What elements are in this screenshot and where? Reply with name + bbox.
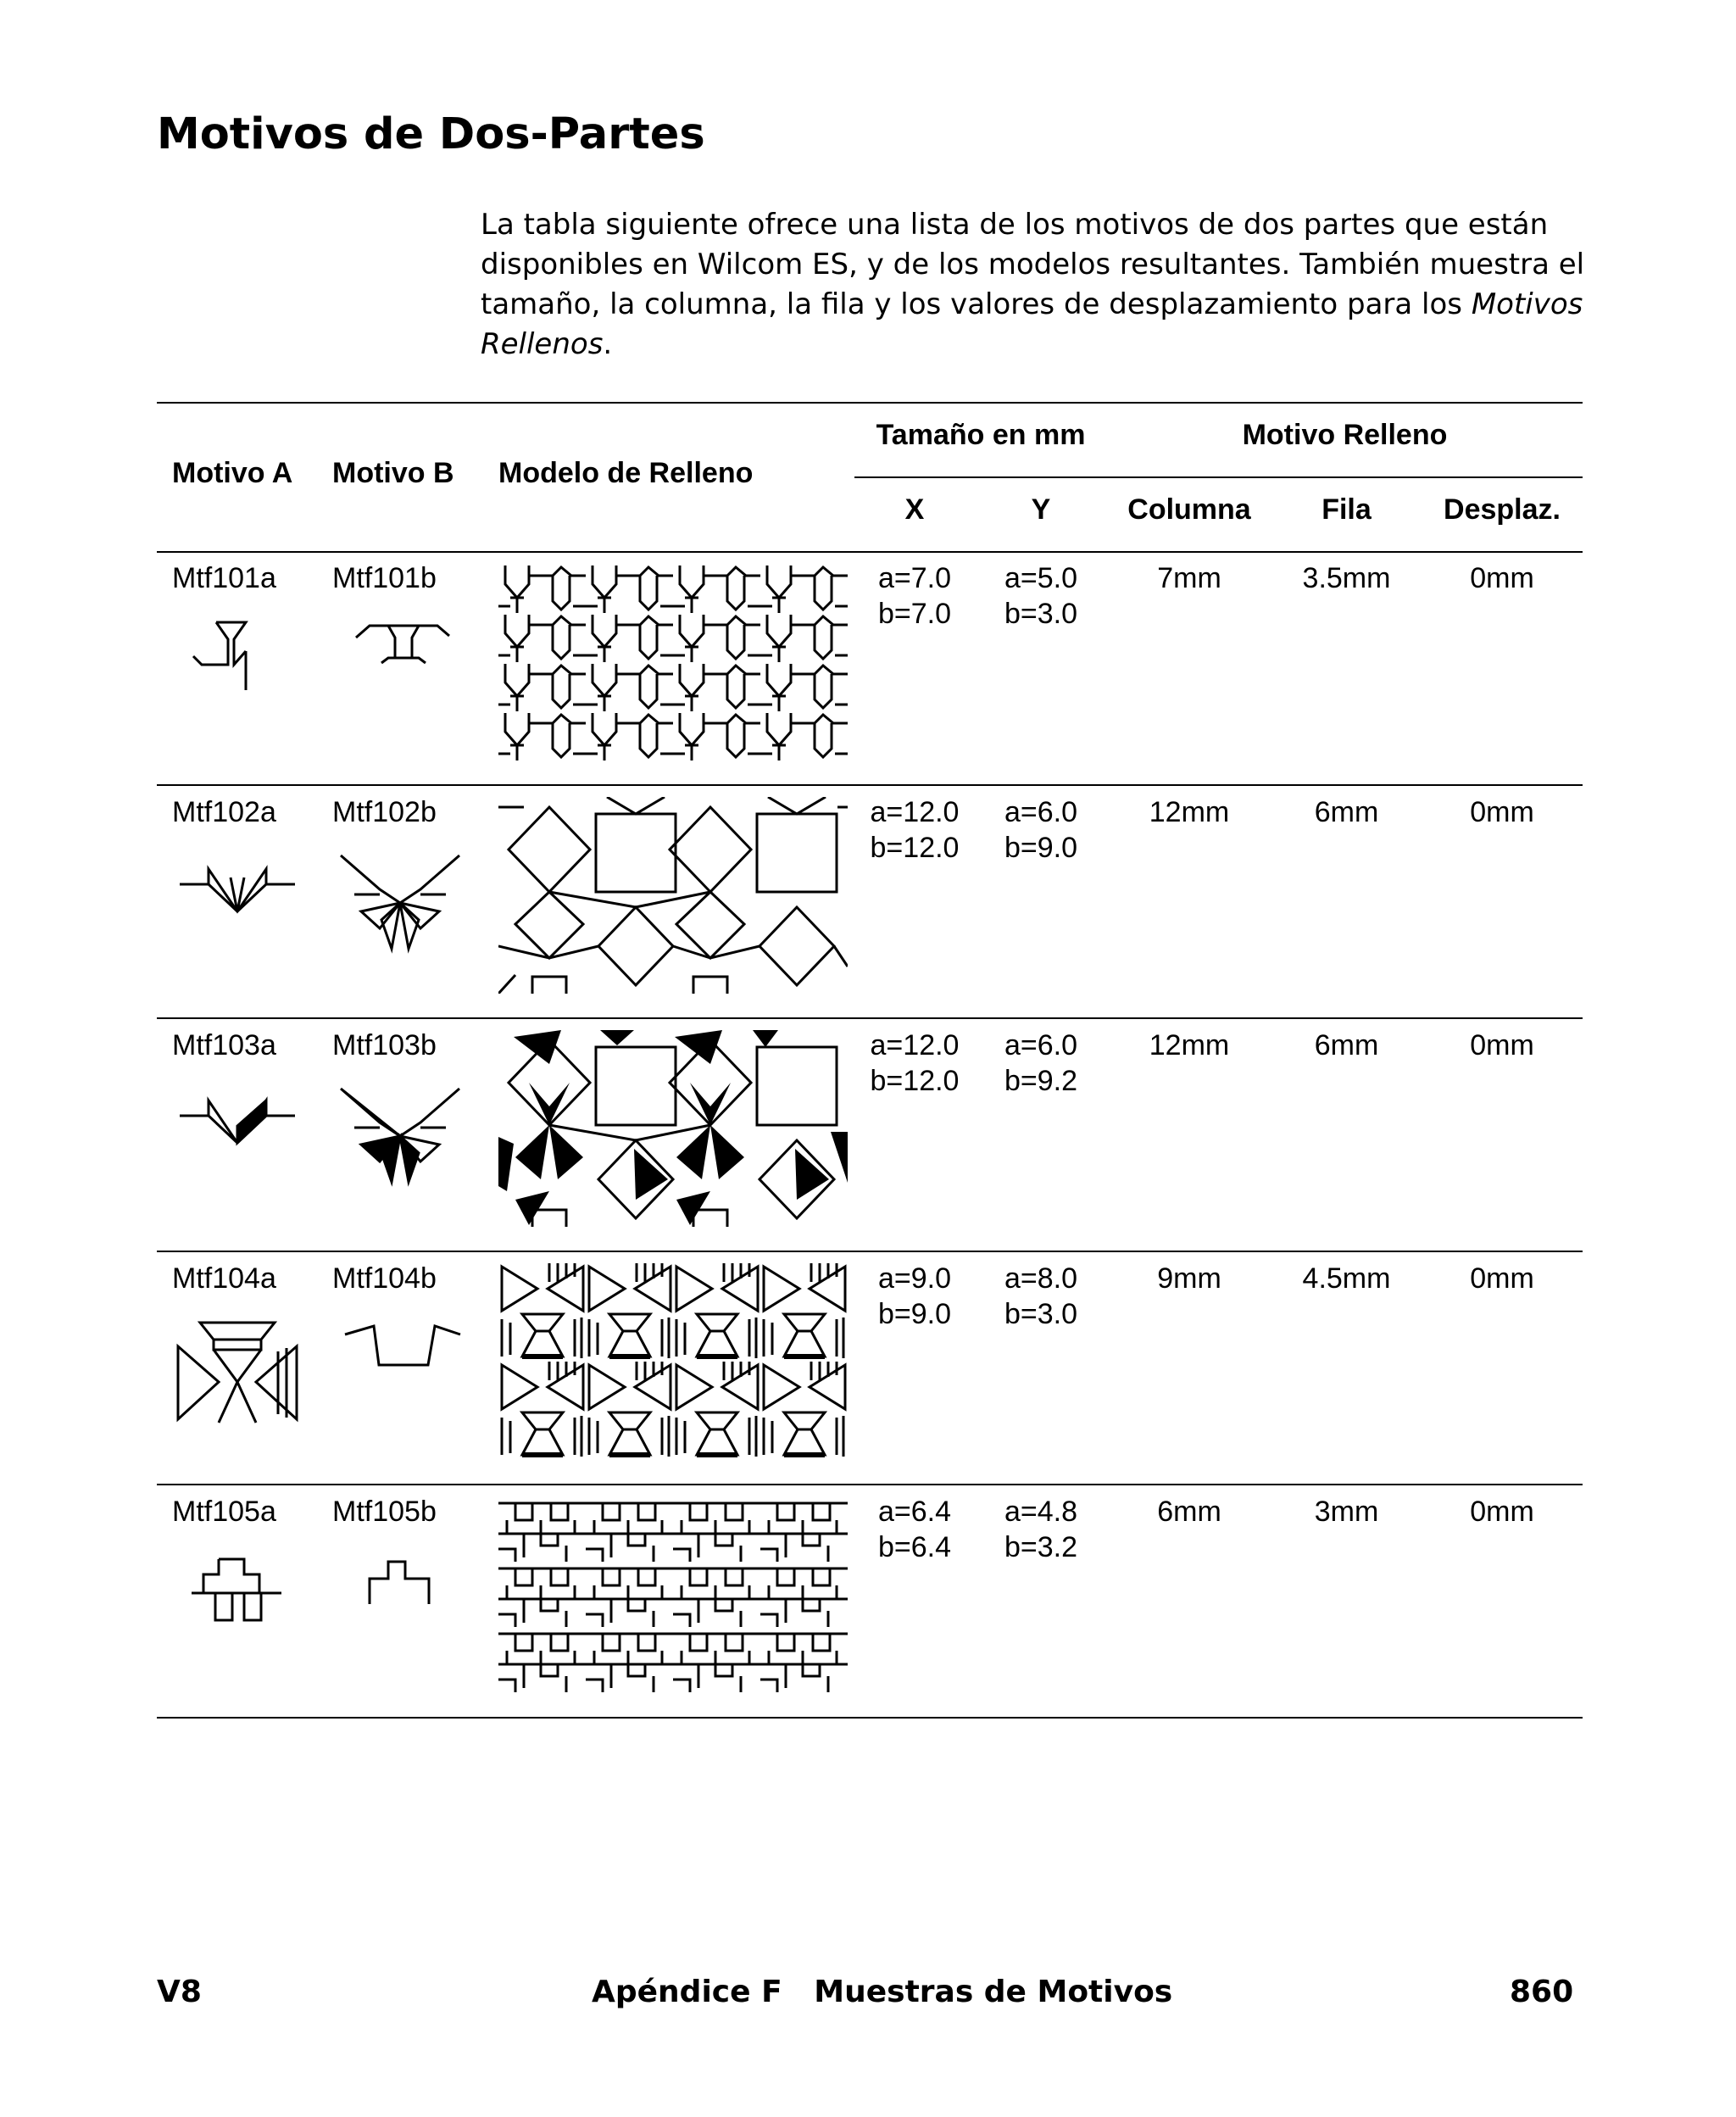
size-y-b: b=3.2 xyxy=(1004,1531,1078,1563)
header-motivo-b: Motivo B xyxy=(332,457,454,489)
fila-value: 4.5mm xyxy=(1302,1262,1391,1295)
size-x-a: a=9.0 xyxy=(877,1262,952,1295)
size-y xyxy=(975,1028,1107,1099)
header-y: Y xyxy=(1031,493,1051,526)
maltese-cross-motif-icon xyxy=(176,1321,298,1424)
size-y xyxy=(975,1261,1107,1332)
filled-star-motif-icon xyxy=(337,1085,463,1187)
size-x-a: a=12.0 xyxy=(870,796,960,828)
size-x xyxy=(854,1261,975,1332)
subheader-rule xyxy=(854,476,1583,478)
fila-value: 6mm xyxy=(1314,1029,1379,1061)
size-y-a: a=8.0 xyxy=(1004,1262,1078,1295)
fila-value: 3.5mm xyxy=(1302,562,1391,594)
row-rule xyxy=(157,1251,1583,1252)
columna-value: 12mm xyxy=(1149,796,1230,828)
columna-value: 7mm xyxy=(1157,562,1221,594)
size-x-a: a=7.0 xyxy=(877,562,952,594)
size-x-b: b=12.0 xyxy=(870,832,960,864)
desplaz-value: 0mm xyxy=(1470,1029,1534,1061)
size-y xyxy=(975,560,1107,632)
block-grid-fill-pattern xyxy=(498,1496,848,1693)
header-tamano: Tamaño en mm xyxy=(876,419,1086,451)
footer-version: V8 xyxy=(157,1975,202,2009)
motivo-a-name: Mtf104a xyxy=(172,1262,276,1295)
desplaz-value: 0mm xyxy=(1470,1262,1534,1295)
motivo-b-name: Mtf102b xyxy=(332,796,437,828)
step-line-motif-icon xyxy=(364,1557,441,1607)
size-y-a: a=6.0 xyxy=(1004,1029,1078,1061)
motivo-a-name: Mtf102a xyxy=(172,796,276,828)
desplaz-value: 0mm xyxy=(1470,562,1534,594)
header-bottom-rule xyxy=(157,551,1583,553)
step-block-motif-icon xyxy=(190,1556,283,1624)
size-x xyxy=(854,1494,975,1565)
size-x-b: b=9.0 xyxy=(877,1298,952,1330)
size-y-b: b=9.2 xyxy=(1004,1065,1078,1097)
desplaz-value: 0mm xyxy=(1470,1496,1534,1528)
table-top-rule xyxy=(157,402,1583,404)
size-y-b: b=3.0 xyxy=(1004,1298,1078,1330)
size-y xyxy=(975,1494,1107,1565)
size-x xyxy=(854,1028,975,1099)
intro-paragraph xyxy=(481,205,1600,365)
motivo-a-name: Mtf105a xyxy=(172,1496,276,1528)
trough-motif-icon xyxy=(343,1323,462,1373)
size-y-b: b=3.0 xyxy=(1004,598,1078,630)
columna-value: 9mm xyxy=(1157,1262,1221,1295)
size-x-a: a=6.4 xyxy=(877,1496,952,1528)
header-fila: Fila xyxy=(1321,493,1372,526)
star-motif-icon xyxy=(337,852,463,954)
intro-italic-term: Motivos Rellenos xyxy=(481,287,1583,361)
size-y-a: a=5.0 xyxy=(1004,562,1078,594)
header-columna: Columna xyxy=(1127,493,1251,526)
row-rule xyxy=(157,784,1583,786)
fila-value: 3mm xyxy=(1314,1496,1379,1528)
star-square-fill-pattern xyxy=(498,797,848,994)
footer-page-number: 860 xyxy=(1510,1975,1574,2009)
size-y-a: a=6.0 xyxy=(1004,796,1078,828)
size-x xyxy=(854,560,975,632)
footer-chapter: Apéndice F Muestras de Motivos xyxy=(592,1975,1173,2009)
goblet-motif-icon xyxy=(186,617,288,694)
intro-end: . xyxy=(603,327,613,361)
cross-fill-pattern xyxy=(498,1263,848,1460)
columna-value: 12mm xyxy=(1149,1029,1230,1061)
size-x-b: b=7.0 xyxy=(877,598,952,630)
columna-value: 6mm xyxy=(1157,1496,1221,1528)
header-modelo: Modelo de Relleno xyxy=(498,457,754,489)
fila-value: 6mm xyxy=(1314,796,1379,828)
page-title: Motivos de Dos-Partes xyxy=(157,109,705,159)
size-x xyxy=(854,794,975,866)
motivo-b-name: Mtf101b xyxy=(332,562,437,594)
goblet-fill-pattern xyxy=(498,564,848,760)
filled-leaf-pair-motif-icon xyxy=(178,1084,297,1151)
filled-star-fill-pattern xyxy=(498,1030,848,1227)
header-x: X xyxy=(904,493,925,526)
stem-motif-icon xyxy=(354,619,452,670)
motivo-a-name: Mtf101a xyxy=(172,562,276,594)
size-y-a: a=4.8 xyxy=(1004,1496,1078,1528)
motivo-b-name: Mtf104b xyxy=(332,1262,437,1295)
size-y xyxy=(975,794,1107,866)
motivo-a-name: Mtf103a xyxy=(172,1029,276,1061)
leaf-pair-motif-icon xyxy=(178,852,297,920)
header-desplaz: Desplaz. xyxy=(1444,493,1561,526)
header-motivo-relleno: Motivo Relleno xyxy=(1242,419,1448,451)
row-rule xyxy=(157,1017,1583,1019)
intro-text: La tabla siguiente ofrece una lista de los motivos de dos partes que están disponibles en Wilcom ES, y de los modelos resultantes. También muestra el tamaño, la columna, la fila y los valores de desplazamiento para los xyxy=(481,208,1585,321)
motivo-b-name: Mtf103b xyxy=(332,1029,437,1061)
table-bottom-rule xyxy=(157,1717,1583,1719)
size-y-b: b=9.0 xyxy=(1004,832,1078,864)
size-x-a: a=12.0 xyxy=(870,1029,960,1061)
desplaz-value: 0mm xyxy=(1470,796,1534,828)
size-x-b: b=6.4 xyxy=(877,1531,952,1563)
motivo-b-name: Mtf105b xyxy=(332,1496,437,1528)
row-rule xyxy=(157,1484,1583,1485)
size-x-b: b=12.0 xyxy=(870,1065,960,1097)
header-motivo-a: Motivo A xyxy=(172,457,293,489)
